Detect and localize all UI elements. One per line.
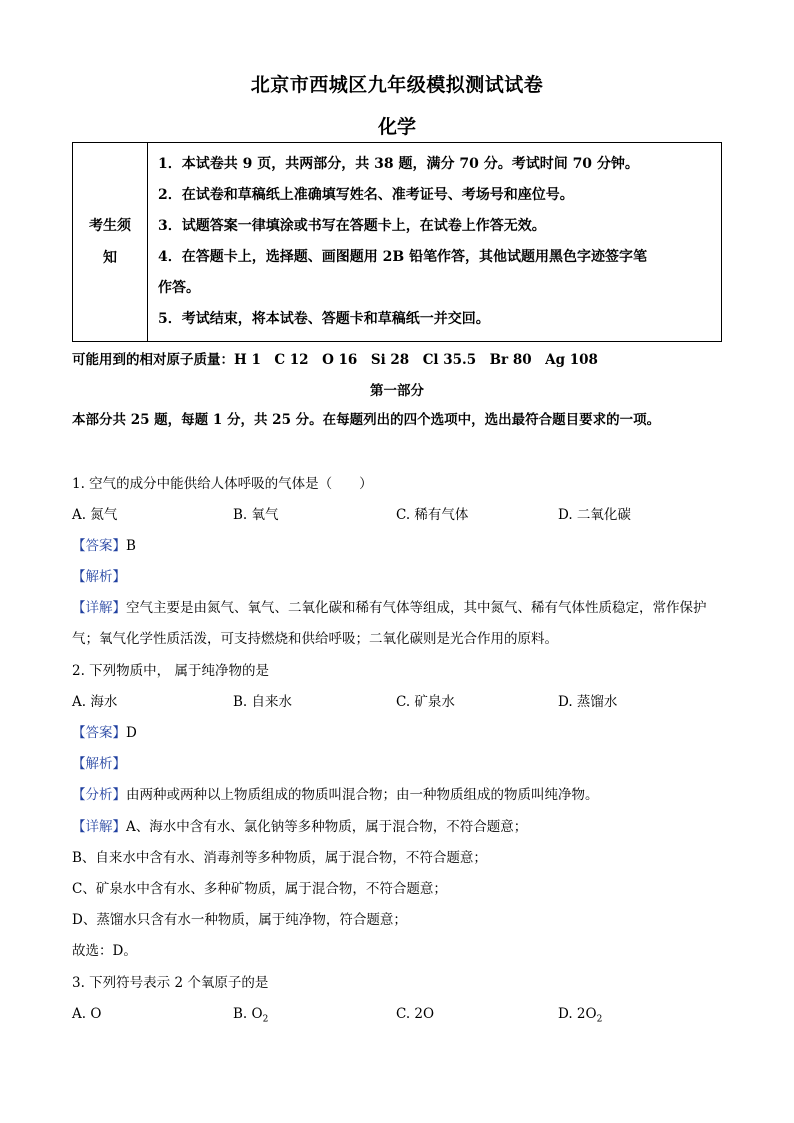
q2-detail-line: C、矿泉水中含有水、多种矿物质，属于混合物，不符合题意； xyxy=(72,881,447,897)
q1-analysis-tag: 【解析】 xyxy=(72,569,126,585)
subject-title: 化学 xyxy=(377,116,416,138)
q2-detail: 【详解】A、海水中含有水、氯化钠等多种物质，属于混合物，不符合题意； xyxy=(72,819,528,835)
q2-option-a: A. 海水 xyxy=(72,694,118,710)
q1-option-b: B. 氧气 xyxy=(233,507,279,523)
notice-item: 1．本试卷共 9 页，共两部分，共 38 题，满分 70 分。考试时间 70 分钟。 xyxy=(158,156,639,172)
notice-item: 作答。 xyxy=(158,280,200,296)
q1-detail: 【详解】空气主要是由氮气、氧气、二氧化碳和稀有气体等组成，其中氮气、稀有气体性质稳定，常作保护气；氧气化学性质活泼，可支持燃烧和供给呼吸；二氧化碳则是光合作用的原料。 xyxy=(72,600,707,647)
q2-option-d: D. 蒸馏水 xyxy=(558,694,618,710)
q1-stem: 1. 空气的成分中能供给人体呼吸的气体是（ ） xyxy=(72,476,373,492)
q3-stem: 3. 下列符号表示 2 个氧原子的是 xyxy=(72,975,269,991)
q2-option-c: C. 矿泉水 xyxy=(396,694,455,710)
q2-conclusion: 故选：D。 xyxy=(72,943,137,959)
notice-item: 4．在答题卡上，选择题、画图题用 2B 铅笔作答，其他试题用黑色字迹签字笔 xyxy=(158,249,648,265)
q1-answer: 【答案】B xyxy=(72,538,136,554)
q1-option-d: D. 二氧化碳 xyxy=(558,507,631,523)
q2-analysis-tag: 【解析】 xyxy=(72,756,126,772)
q1-option-c: C. 稀有气体 xyxy=(396,507,469,523)
exam-title: 北京市西城区九年级模拟测试试卷 xyxy=(250,74,544,96)
q2-detail-line: D、蒸馏水只含有水一种物质，属于纯净物，符合题意； xyxy=(72,912,407,928)
q3-option-d: D. $2O_2$ xyxy=(558,1006,603,1025)
notice-table xyxy=(72,142,722,342)
notice-items xyxy=(148,143,722,342)
q3-option-c: C. 2O xyxy=(396,1006,435,1022)
atomic-masses: 可能用到的相对原子质量：H 1 C 12 O 16 Si 28 Cl 35.5 Br 80 Ag 108 xyxy=(72,352,598,368)
notice-item: 3．试题答案一律填涂或书写在答题卡上，在试卷上作答无效。 xyxy=(158,218,546,234)
notice-item: 2．在试卷和草稿纸上准确填写姓名、准考证号、考场号和座位号。 xyxy=(158,187,574,203)
q2-answer: 【答案】D xyxy=(72,725,137,741)
q2-detail-line: B、自来水中含有水、消毒剂等多种物质，属于混合物，不符合题意； xyxy=(72,850,487,866)
q1-option-a: A. 氮气 xyxy=(72,507,118,523)
q3-option-b: B. $O_2$ xyxy=(233,1006,269,1025)
q2-option-b: B. 自来水 xyxy=(233,694,293,710)
q2-stem: 2. 下列物质中， 属于纯净物的是 xyxy=(72,663,269,679)
notice-item: 5．考试结束，将本试卷、答题卡和草稿纸一并交回。 xyxy=(158,311,490,327)
q3-option-a: A. O xyxy=(72,1006,102,1022)
part1-intro: 本部分共 25 题，每题 1 分，共 25 分。在每题列出的四个选项中，选出最符合题目要求的一项。 xyxy=(72,412,661,428)
part1-title: 第一部分 xyxy=(370,383,424,399)
q2-fenxi: 【分析】由两种或两种以上物质组成的物质叫混合物；由一种物质组成的物质叫纯净物。 xyxy=(72,787,599,803)
notice-label: 考生须 知 xyxy=(73,143,148,342)
